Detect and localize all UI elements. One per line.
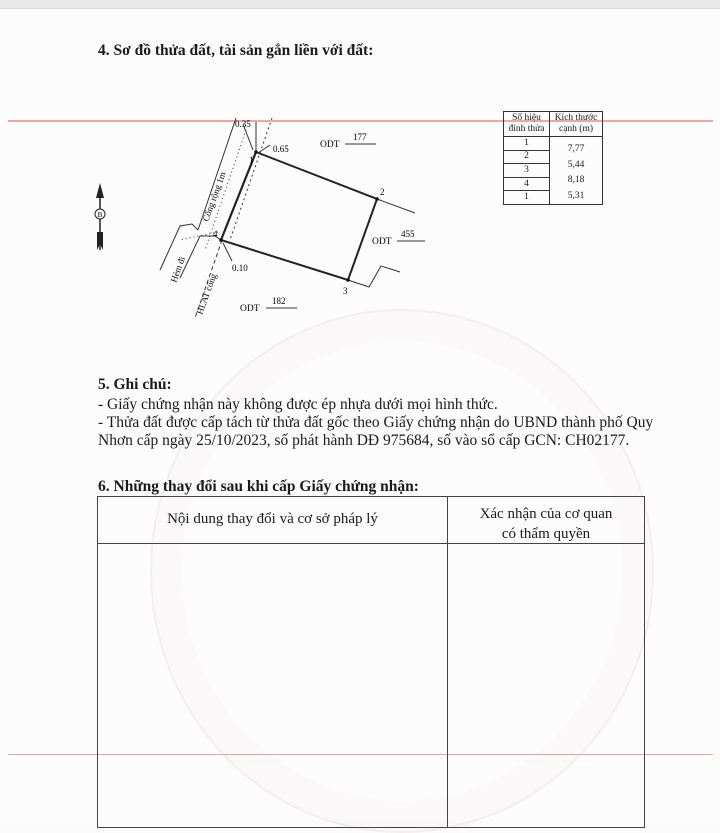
svg-text:182: 182 <box>272 296 286 306</box>
svg-text:ODT: ODT <box>320 140 340 150</box>
svg-text:0.65: 0.65 <box>273 144 289 154</box>
svg-text:0.35: 0.35 <box>235 119 251 129</box>
column-divider <box>98 497 448 827</box>
svg-text:HLAT cống: HLAT cống <box>194 272 219 316</box>
vertex-cell: 2 <box>504 150 550 164</box>
svg-text:1: 1 <box>249 155 254 165</box>
vertex-cell: 1 <box>504 137 550 151</box>
svg-text:455: 455 <box>401 229 415 239</box>
svg-text:3: 3 <box>343 286 348 296</box>
svg-text:Hẻm đi: Hẻm đi <box>168 255 188 284</box>
header-authority-confirmation: Xác nhận của cơ quan có thẩm quyền <box>479 506 613 542</box>
svg-text:177: 177 <box>353 132 367 142</box>
vertex-cell: 4 <box>504 177 550 191</box>
svg-text:2: 2 <box>380 187 385 197</box>
svg-text:ODT: ODT <box>240 304 260 314</box>
note-line-1: - Giấy chứng nhận này không được ép nhựa dưới mọi hình thức. <box>98 396 498 413</box>
vertex-cell: 1 <box>504 191 550 205</box>
svg-text:0.10: 0.10 <box>232 263 248 273</box>
edge-lengths-cell: 7,77 5,44 8,18 5,31 <box>550 137 603 205</box>
svg-text:4: 4 <box>213 229 218 239</box>
section-6-title: 6. Những thay đổi sau khi cấp Giấy chứng nhận: <box>98 478 419 495</box>
vertex-cell: 3 <box>504 164 550 178</box>
section-4-title: 4. Sơ đồ thửa đất, tài sản gắn liền với đất: <box>98 42 374 59</box>
dimension-table <box>503 111 603 205</box>
parcel-diagram <box>0 100 500 330</box>
north-arrow-icon <box>95 183 105 250</box>
header-edge-length: Kích thước cạnh (m) <box>550 112 603 137</box>
viewer-top-bar <box>0 0 720 9</box>
changes-table <box>97 496 645 828</box>
note-line-2: - Thửa đất được cấp tách từ thửa đất gốc theo Giấy chứng nhận do UBND thành phố Quy <box>98 414 654 431</box>
svg-text:Cống rộng 1m: Cống rộng 1m <box>200 170 228 223</box>
section-5-title: 5. Ghi chú: <box>98 376 172 393</box>
header-change-content: Nội dung thay đổi và cơ sở pháp lý <box>167 511 378 527</box>
svg-text:B: B <box>97 211 103 219</box>
svg-text:ODT: ODT <box>372 237 392 247</box>
note-line-3: Nhơn cấp ngày 25/10/2023, số phát hành DĐ 975684, số vào sổ cấp GCN: CH02177. <box>98 432 630 449</box>
header-vertex: Số hiệu đỉnh thửa <box>504 112 550 137</box>
